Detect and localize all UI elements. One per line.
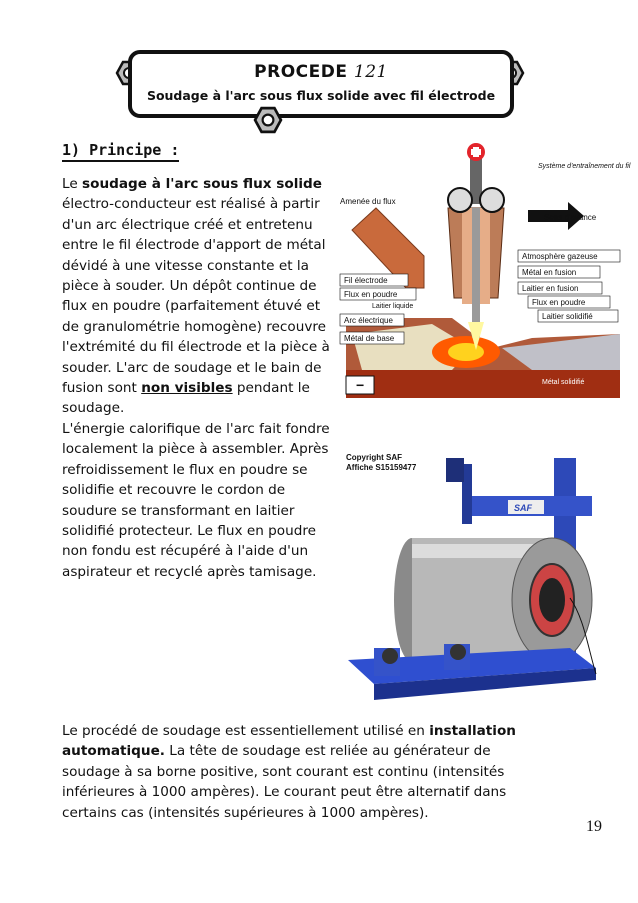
hex-bolt-bottom-icon xyxy=(254,106,282,134)
label-powder-flux-left: Flux en poudre xyxy=(344,290,398,299)
label-atmosphere: Atmosphère gazeuse xyxy=(522,252,598,261)
section-heading: 1) Principe : xyxy=(62,141,179,162)
label-arc: Arc électrique xyxy=(344,316,393,325)
p1-end: pendant le soudage. xyxy=(62,380,310,417)
bottom-bold-term: installation automatique. xyxy=(62,723,516,760)
bottom-paragraph xyxy=(62,721,542,823)
label-drive: Système d'entraînement du fil xyxy=(538,163,631,170)
principle-paragraph-1 xyxy=(62,174,332,419)
page-subtitle: Soudage à l'arc sous flux solide avec fil électrode xyxy=(146,88,496,103)
equipment-photo xyxy=(334,448,610,710)
page-title xyxy=(132,62,510,82)
p1-underlined: non visibles xyxy=(141,380,233,397)
label-base-metal: Métal de base xyxy=(344,334,395,343)
p1-bold-term: soudage à l'arc sous flux solide xyxy=(82,176,323,192)
label-solid-metal: Métal solidifié xyxy=(542,379,585,386)
p1-lead: Le xyxy=(62,176,83,192)
label-molten-metal: Métal en fusion xyxy=(522,268,577,277)
photo-poster-ref: Affiche S15159477 xyxy=(346,463,417,472)
photo-brand: SAF xyxy=(514,503,532,513)
principle-paragraph-2: L'énergie calorifique de l'arc fait fondre localement la pièce à assembler. Après refroidissement le flux en poudre se solidifie et recouvre le cordon de soudure se transformant en laitier solidifié protecteur. Le flux en poudre non fondu est récupéré à l'aide d'un aspirateur et recyclé après tamisage. xyxy=(62,420,330,580)
label-liquid-slag: Laitier liquide xyxy=(372,303,414,310)
page-number: 19 xyxy=(586,818,602,835)
bottom-body: La tête de soudage est reliée au générateur de soudage à sa borne positive, sont courant est continu (intensités inférieures à 1000 ampères). Le courant peut être alternatif dans certains cas (intensités supérieures à 1000 ampères). xyxy=(62,743,507,821)
photo-copyright: Copyright SAF xyxy=(346,453,402,462)
title-text: PROCEDE xyxy=(254,62,348,82)
wire-electrode xyxy=(472,208,480,338)
process-diagram xyxy=(332,138,631,398)
svg-text:Système d'entraînement du fil xyxy=(538,163,631,170)
svg-text:−: − xyxy=(356,377,365,393)
label-electrode: Fil électrode xyxy=(344,276,388,285)
p1-body: électro-conducteur est réalisé à partir d'un arc électrique créé et entretenu entre le fil électrode d'apport de métal dévidé à une vitesse constante et la pièce à souder. Un dépôt continue de flux en poudre (parfaitement étuvé et de granulométrie homogène) recouvre l'extrémité du fil électrode et la pièce à souder. L'arc de soudage et le bain de fusion sont xyxy=(62,196,330,397)
process-number: 121 xyxy=(353,62,388,82)
label-molten-slag: Laitier en fusion xyxy=(522,284,579,293)
title-banner xyxy=(128,50,514,118)
label-powder-flux-right: Flux en poudre xyxy=(532,298,586,307)
bottom-lead: Le procédé de soudage est essentiellement utilisé en xyxy=(62,723,430,739)
label-solid-slag: Laitier solidifié xyxy=(542,312,593,321)
label-flux-feed: Amenée du flux xyxy=(340,197,396,206)
label-direction: Sens d'avance xyxy=(544,213,597,222)
principle-text xyxy=(62,174,332,582)
